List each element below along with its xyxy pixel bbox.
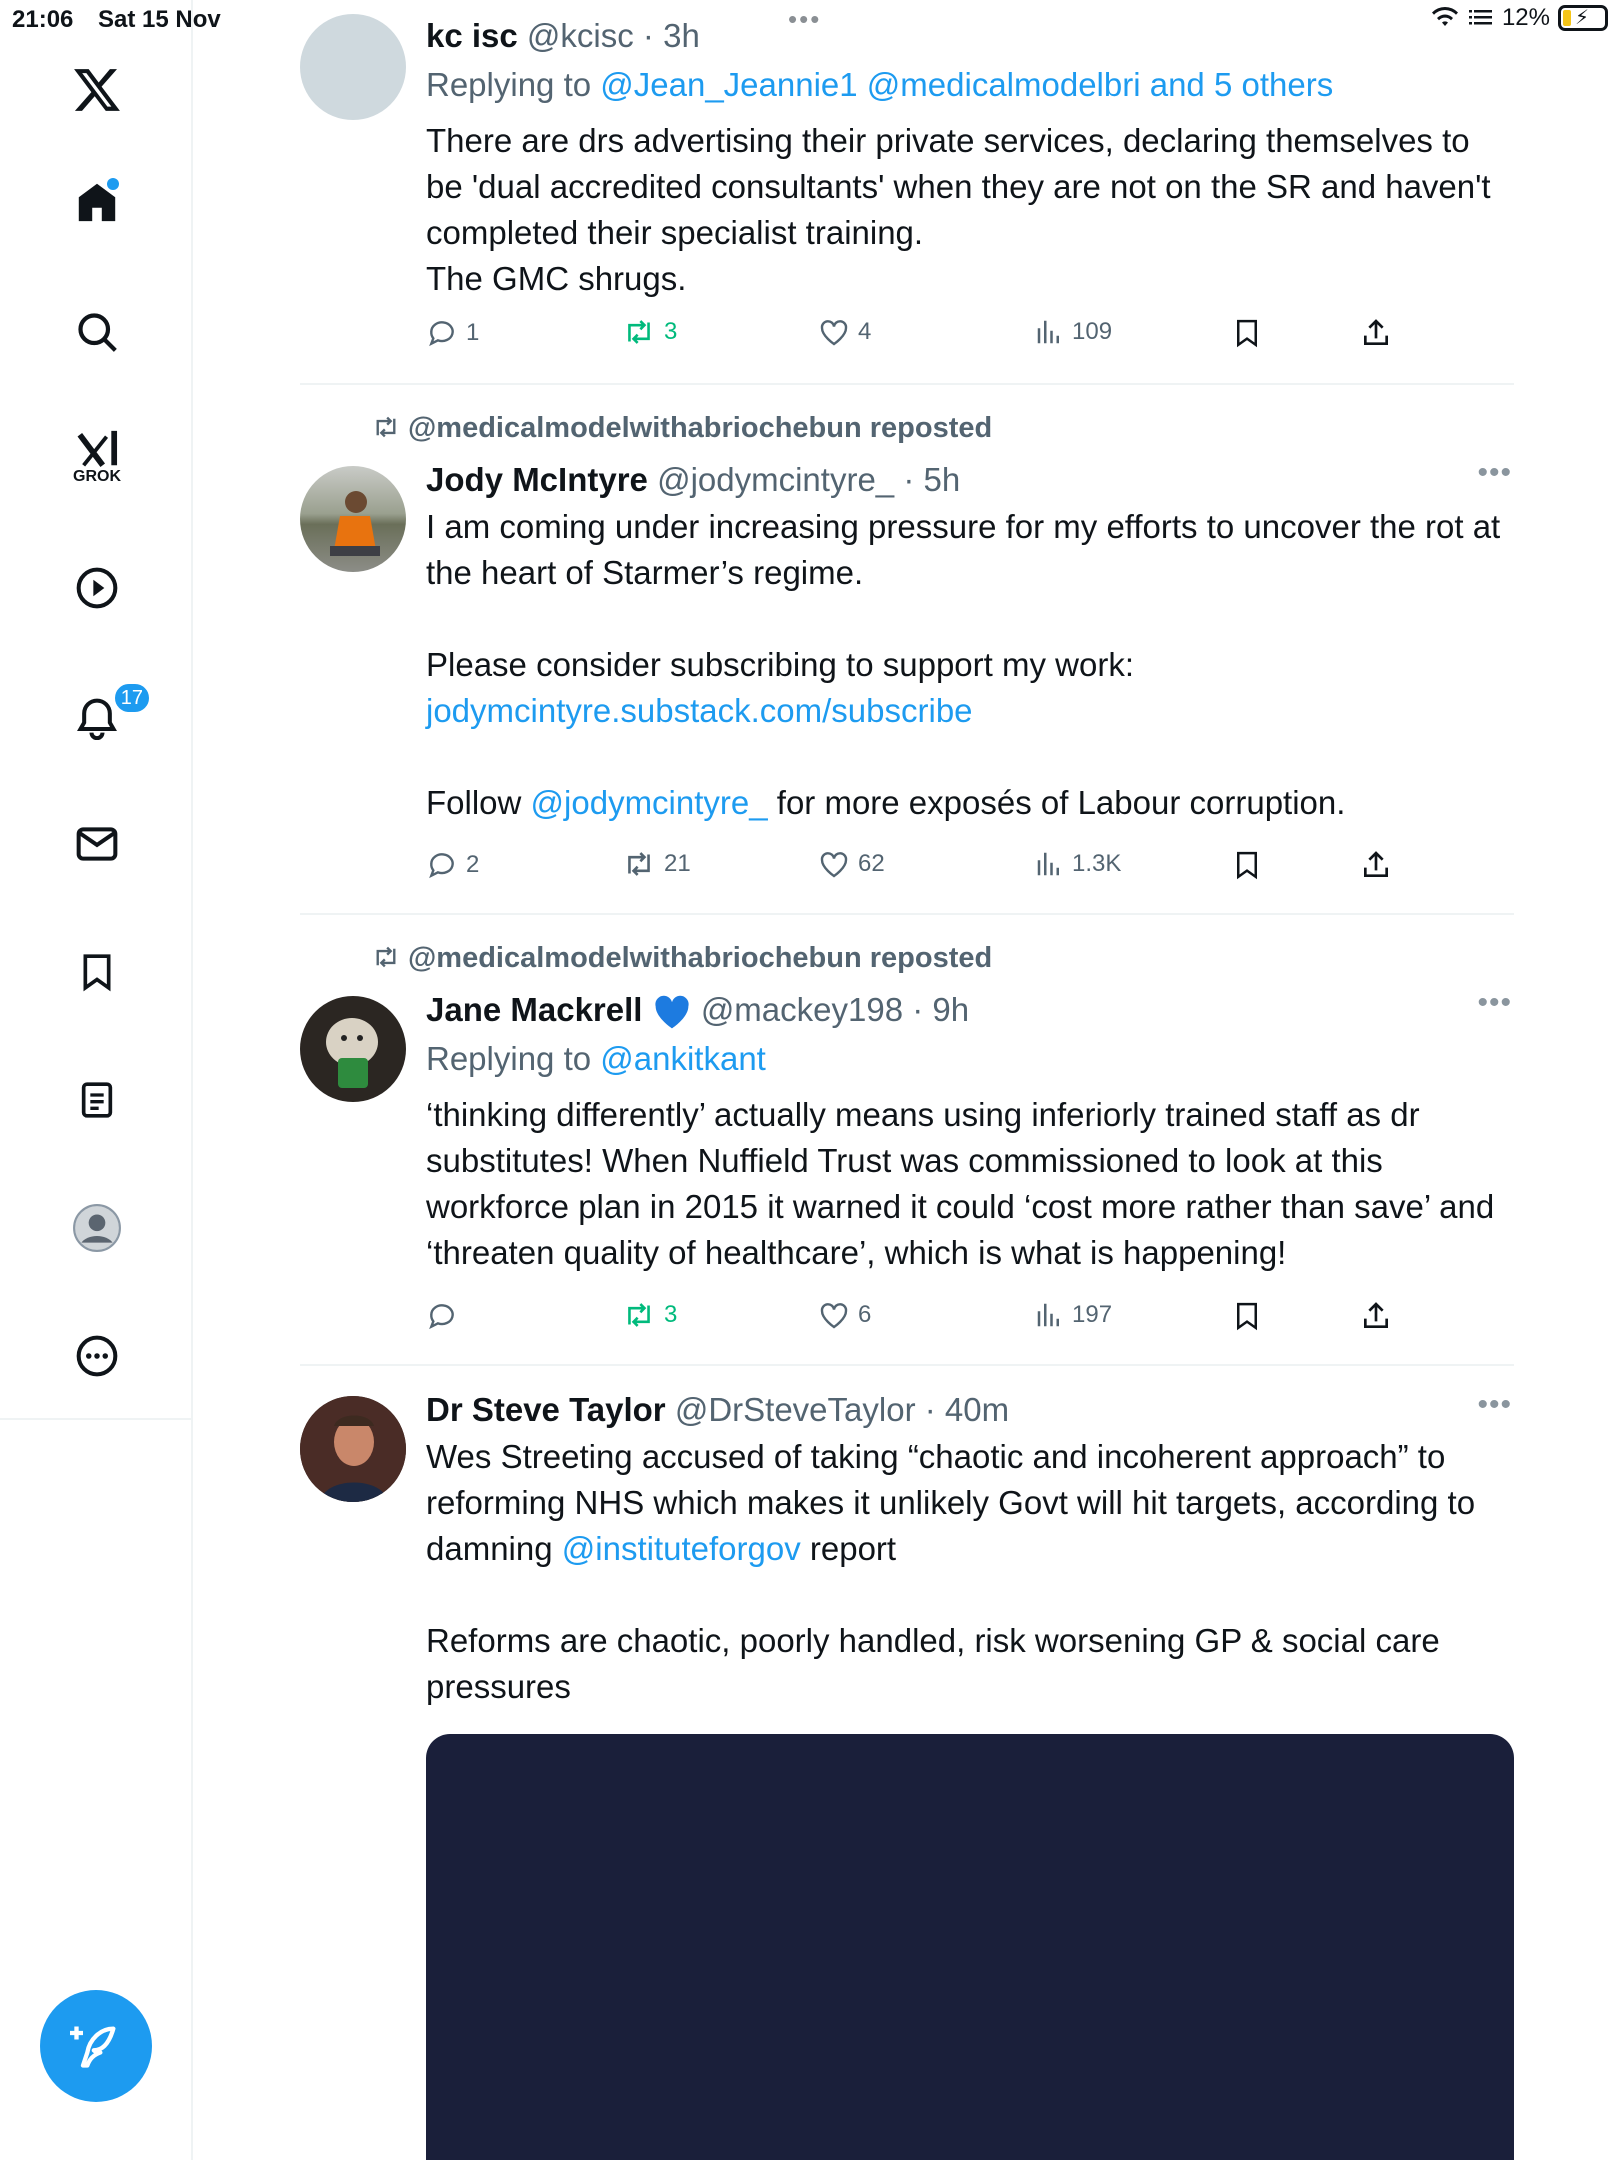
status-date: Sat 15 Nov — [98, 6, 221, 33]
notifications-bell-icon[interactable] — [71, 686, 143, 744]
tweet-text — [426, 118, 1514, 302]
tweet-text-line: The GMC shrugs. — [426, 260, 687, 297]
reply-icon — [426, 849, 458, 881]
tweet-text-paragraph: Reforms are chaotic, poorly handled, risk worsening GP & social care pressures — [426, 1622, 1440, 1705]
repost-button[interactable] — [622, 317, 677, 347]
like-button[interactable] — [818, 849, 885, 879]
views-chart-icon — [1034, 849, 1064, 879]
profile-avatar-icon[interactable] — [71, 1202, 123, 1254]
share-icon — [1360, 317, 1392, 349]
repost-icon — [622, 317, 656, 347]
tweet-header: Jody McIntyre @jodymcintyre_ · 5h — [426, 461, 961, 498]
views-count: 109 — [1072, 318, 1113, 345]
reply-button[interactable] — [426, 317, 479, 349]
author-handle[interactable]: @DrSteveTaylor — [674, 1391, 916, 1428]
battery-icon: ⚡ — [1558, 5, 1608, 31]
repost-button[interactable] — [622, 849, 691, 879]
repost-icon — [622, 849, 656, 879]
tweet-header: Jane Mackrell @mackey198 · 9h — [426, 988, 1514, 1032]
replying-to — [426, 1036, 1514, 1082]
like-count: 62 — [858, 850, 885, 877]
bookmark-icon — [1232, 849, 1262, 881]
reply-icon — [426, 317, 458, 349]
views-chart-icon — [1034, 1300, 1064, 1330]
tweet-text-segment: report — [800, 1530, 897, 1567]
views-count: 1.3K — [1072, 850, 1122, 877]
grok-icon[interactable] — [71, 424, 123, 485]
like-heart-icon — [818, 849, 850, 879]
replying-to-prefix: Replying to — [426, 66, 601, 103]
tweet-text-line: There are drs advertising their private services, declaring themselves to be 'dual accredited consultants' when they are not on the SR and haven't completed their specialist training. — [426, 122, 1491, 251]
tweet-divider — [300, 1364, 1514, 1366]
blue-heart-icon — [652, 994, 692, 1030]
mention-link[interactable]: @jodymcintyre_ — [530, 784, 768, 821]
author-handle[interactable]: @mackey198 — [700, 991, 904, 1028]
tweet-card[interactable] — [300, 412, 1514, 912]
bookmark-button[interactable] — [1232, 1300, 1262, 1332]
tweet-divider — [300, 383, 1514, 385]
tweet-actions — [426, 849, 1426, 889]
x-logo-icon[interactable] — [71, 64, 123, 116]
media-attachment[interactable] — [426, 1734, 1514, 2160]
reply-button[interactable] — [426, 1300, 466, 1332]
tweet-actions — [426, 317, 1426, 357]
tweet-text-paragraph: I am coming under increasing pressure for my efforts to uncover the rot at the heart of Starmer’s regime. — [426, 508, 1501, 591]
home-unread-dot — [107, 178, 119, 190]
multitasking-dots-icon[interactable]: ••• — [788, 4, 822, 34]
tweet-text — [426, 1434, 1514, 1710]
tweet-text-paragraph — [426, 780, 1514, 826]
views-count: 197 — [1072, 1301, 1113, 1328]
tweet-text-paragraph: Please consider subscribing to support my work: — [426, 646, 1134, 683]
share-button[interactable] — [1360, 849, 1392, 881]
repost-indicator — [370, 412, 992, 445]
replying-to-prefix: Replying to — [426, 1040, 601, 1077]
replying-to-handles[interactable]: @ankitkant — [600, 1040, 766, 1077]
author-handle[interactable]: @jodymcintyre_ — [657, 461, 895, 498]
sidebar — [0, 0, 193, 2160]
avatar[interactable] — [300, 466, 406, 572]
tweet-divider — [300, 913, 1514, 915]
post-time[interactable]: 40m — [944, 1391, 1010, 1428]
more-options-icon[interactable]: ••• — [1477, 986, 1512, 1019]
more-circle-icon[interactable] — [71, 1330, 123, 1382]
avatar[interactable] — [300, 14, 406, 120]
tweet-header: kc isc @kcisc · 3h — [426, 17, 700, 54]
bookmark-button[interactable] — [1232, 849, 1262, 881]
substack-link[interactable]: jodymcintyre.substack.com/subscribe — [426, 692, 973, 729]
replying-to — [426, 62, 1514, 108]
battery-percent: 12% — [1501, 4, 1550, 31]
share-button[interactable] — [1360, 1300, 1392, 1332]
more-options-icon[interactable]: ••• — [1477, 1388, 1512, 1421]
reply-button[interactable] — [426, 849, 479, 881]
compose-feather-icon — [70, 2020, 122, 2072]
bookmark-button[interactable] — [1232, 317, 1262, 349]
tweet-text: ‘thinking differently’ actually means using inferiorly trained staff as dr substitutes! When Nuffield Trust was commissioned to look at this workforce plan in 2015 it warned it could ‘cost more rather than save’ and ‘threaten quality of healthcare’, which is what is happening! — [426, 1096, 1495, 1271]
status-time: 21:06 — [12, 6, 74, 33]
home-icon[interactable] — [71, 176, 123, 228]
bookmark-icon — [1232, 1300, 1262, 1332]
repost-indicator-icon — [370, 414, 402, 440]
compose-post-button[interactable] — [40, 1990, 152, 2102]
bookmark-icon — [1232, 317, 1262, 349]
tweet-text-paragraph — [426, 1434, 1514, 1572]
share-button[interactable] — [1360, 317, 1392, 349]
lists-icon[interactable] — [71, 1074, 123, 1126]
like-button[interactable] — [818, 317, 871, 347]
repost-indicator-label[interactable]: @medicalmodelwithabriochebun reposted — [408, 942, 993, 974]
author-name[interactable]: Jane Mackrell — [426, 991, 643, 1028]
sidebar-divider — [0, 1418, 193, 1420]
repost-indicator — [370, 942, 992, 975]
tweet-text — [426, 504, 1514, 826]
tweet-header: Dr Steve Taylor @DrSteveTaylor · 40m — [426, 1391, 1010, 1428]
like-count: 4 — [858, 318, 872, 345]
like-button[interactable] — [818, 1300, 871, 1330]
follow-suffix: for more exposés of Labour corruption. — [767, 784, 1346, 821]
tweet-card[interactable] — [300, 1388, 1514, 2160]
views-button[interactable] — [1034, 1300, 1112, 1330]
video-icon[interactable] — [71, 562, 123, 614]
author-name[interactable]: Dr Steve Taylor — [426, 1391, 666, 1428]
tweet-card[interactable] — [300, 14, 1514, 384]
author-handle[interactable]: @kcisc — [526, 17, 634, 54]
tweet-text-segment: Wes Streeting accused of taking “chaotic and incoherent approach” to reforming NHS which makes it unlikely Govt will hit targets, according to damning — [426, 1438, 1476, 1567]
author-name[interactable]: Jody McIntyre — [426, 461, 648, 498]
reply-count: 1 — [466, 319, 480, 346]
avatar[interactable] — [300, 1396, 406, 1502]
follow-prefix: Follow — [426, 784, 531, 821]
like-heart-icon — [818, 317, 850, 347]
mention-link[interactable]: @instituteforgov — [561, 1530, 801, 1567]
like-count: 6 — [858, 1301, 872, 1328]
tweet-card[interactable] — [300, 942, 1514, 1362]
more-options-icon[interactable]: ••• — [1477, 456, 1512, 489]
repost-button[interactable] — [622, 1300, 677, 1330]
repost-indicator-label[interactable]: @medicalmodelwithabriochebun reposted — [408, 412, 993, 444]
post-time[interactable]: 5h — [923, 461, 961, 498]
share-icon — [1360, 1300, 1392, 1332]
post-time[interactable]: 3h — [663, 17, 700, 54]
avatar[interactable] — [300, 996, 406, 1102]
views-button[interactable] — [1034, 317, 1112, 347]
repost-count: 3 — [664, 1301, 678, 1328]
repost-count: 21 — [664, 850, 691, 877]
grok-label: GROK — [73, 468, 121, 485]
bookmarks-icon[interactable] — [71, 946, 123, 998]
post-time[interactable]: 9h — [932, 991, 970, 1028]
messages-envelope-icon[interactable] — [71, 818, 123, 870]
search-icon[interactable] — [71, 306, 123, 358]
like-heart-icon — [818, 1300, 850, 1330]
repost-count: 3 — [664, 318, 678, 345]
views-button[interactable] — [1034, 849, 1121, 879]
repost-icon — [622, 1300, 656, 1330]
replying-to-handles[interactable]: @Jean_Jeannie1 @medicalmodelbri and 5 others — [600, 66, 1334, 103]
reply-icon — [426, 1300, 458, 1332]
tweet-actions — [426, 1300, 1426, 1340]
repost-indicator-icon — [370, 944, 402, 970]
author-name[interactable]: kc isc — [426, 17, 518, 54]
reply-count: 2 — [466, 851, 480, 878]
notifications-badge: 17 — [113, 682, 151, 714]
share-icon — [1360, 849, 1392, 881]
views-chart-icon — [1034, 317, 1064, 347]
